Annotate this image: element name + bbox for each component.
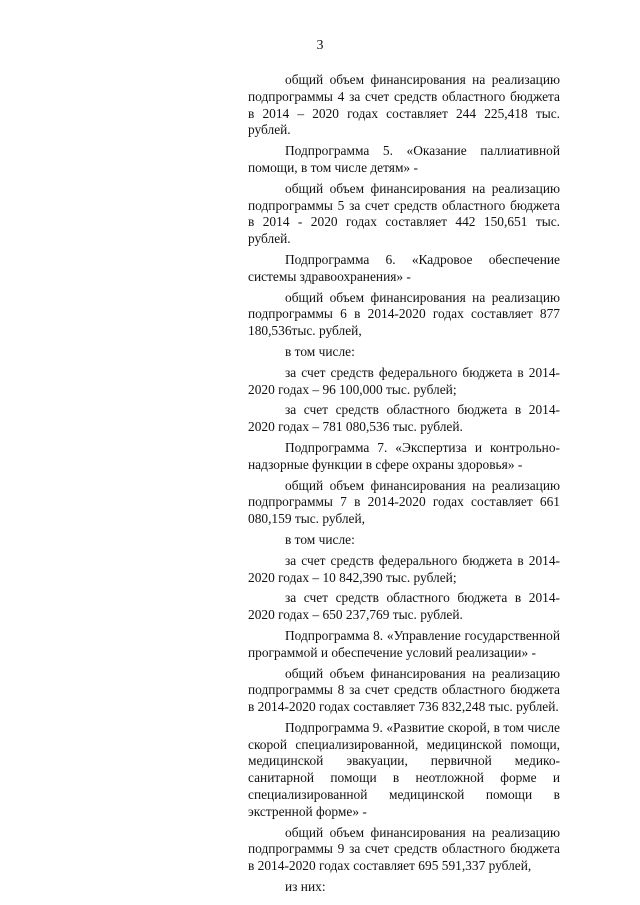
paragraph-of-them: из них:	[285, 879, 326, 895]
paragraph-subprogram-5-funding: общий объем финансирования на реализацию подпрограммы 5 за счет средств областного бюджета в 2014 - 2020 годах составляет 442 150,651 тыс. рублей.	[248, 180, 560, 247]
paragraph-subprogram-6-title: Подпрограмма 6. «Кадровое обеспечение системы здравоохранения» -	[248, 251, 560, 284]
paragraph-subprogram-6-federal: за счет средств федерального бюджета в 2014-2020 годах – 96 100,000 тыс. рублей;	[248, 364, 560, 397]
paragraph-subprogram-6-funding: общий объем финансирования на реализацию подпрограммы 6 в 2014-2020 годах составляет 877 180,536тыс. рублей,	[248, 289, 560, 339]
paragraph-subprogram-7-federal: за счет средств федерального бюджета в 2014-2020 годах – 10 842,390 тыс. рублей;	[248, 552, 560, 585]
paragraph-subprogram-9-title: Подпрограмма 9. «Развитие скорой, в том числе скорой специализированной, медицинской помощи, медицинской эвакуации, первичной медико-санитарной помощи в неотложной форме и специализированной медицинской помощи в экстренной форме» -	[248, 719, 560, 819]
page-number: 3	[316, 38, 324, 53]
paragraph-subprogram-7-regional: за счет средств областного бюджета в 2014-2020 годах – 650 237,769 тыс. рублей.	[248, 590, 560, 623]
paragraph-subprogram-6-regional: за счет средств областного бюджета в 2014-2020 годах – 781 080,536 тыс. рублей.	[248, 402, 560, 435]
paragraph-subprogram-7-funding: общий объем финансирования на реализацию подпрограммы 7 в 2014-2020 годах составляет 661 080,159 тыс. рублей,	[248, 477, 560, 527]
paragraph-subprogram-4-funding: общий объем финансирования на реализацию подпрограммы 4 за счет средств областного бюджета в 2014 – 2020 годах составляет 244 225,418 тыс. рублей.	[248, 72, 560, 138]
paragraph-subprogram-7-title: Подпрограмма 7. «Экспертиза и контрольно-надзорные функции в сфере охраны здоровья» -	[248, 439, 560, 472]
paragraph-including-7: в том числе:	[285, 531, 355, 547]
paragraph-subprogram-8-funding: общий объем финансирования на реализацию подпрограммы 8 за счет средств областного бюджета в 2014-2020 годах составляет 736 832,248 тыс. рублей.	[248, 665, 560, 715]
paragraph-subprogram-8-title: Подпрограмма 8. «Управление государственной программой и обеспечение условий реализации» -	[248, 627, 560, 660]
paragraph-subprogram-9-funding: общий объем финансирования на реализацию подпрограммы 9 за счет средств областного бюджета в 2014-2020 годах составляет 695 591,337 рублей,	[248, 824, 560, 874]
document-body	[248, 72, 560, 896]
paragraph-including-6: в том числе:	[285, 343, 355, 359]
paragraph-subprogram-5-title: Подпрограмма 5. «Оказание паллиативной помощи, в том числе детям» -	[248, 143, 560, 175]
